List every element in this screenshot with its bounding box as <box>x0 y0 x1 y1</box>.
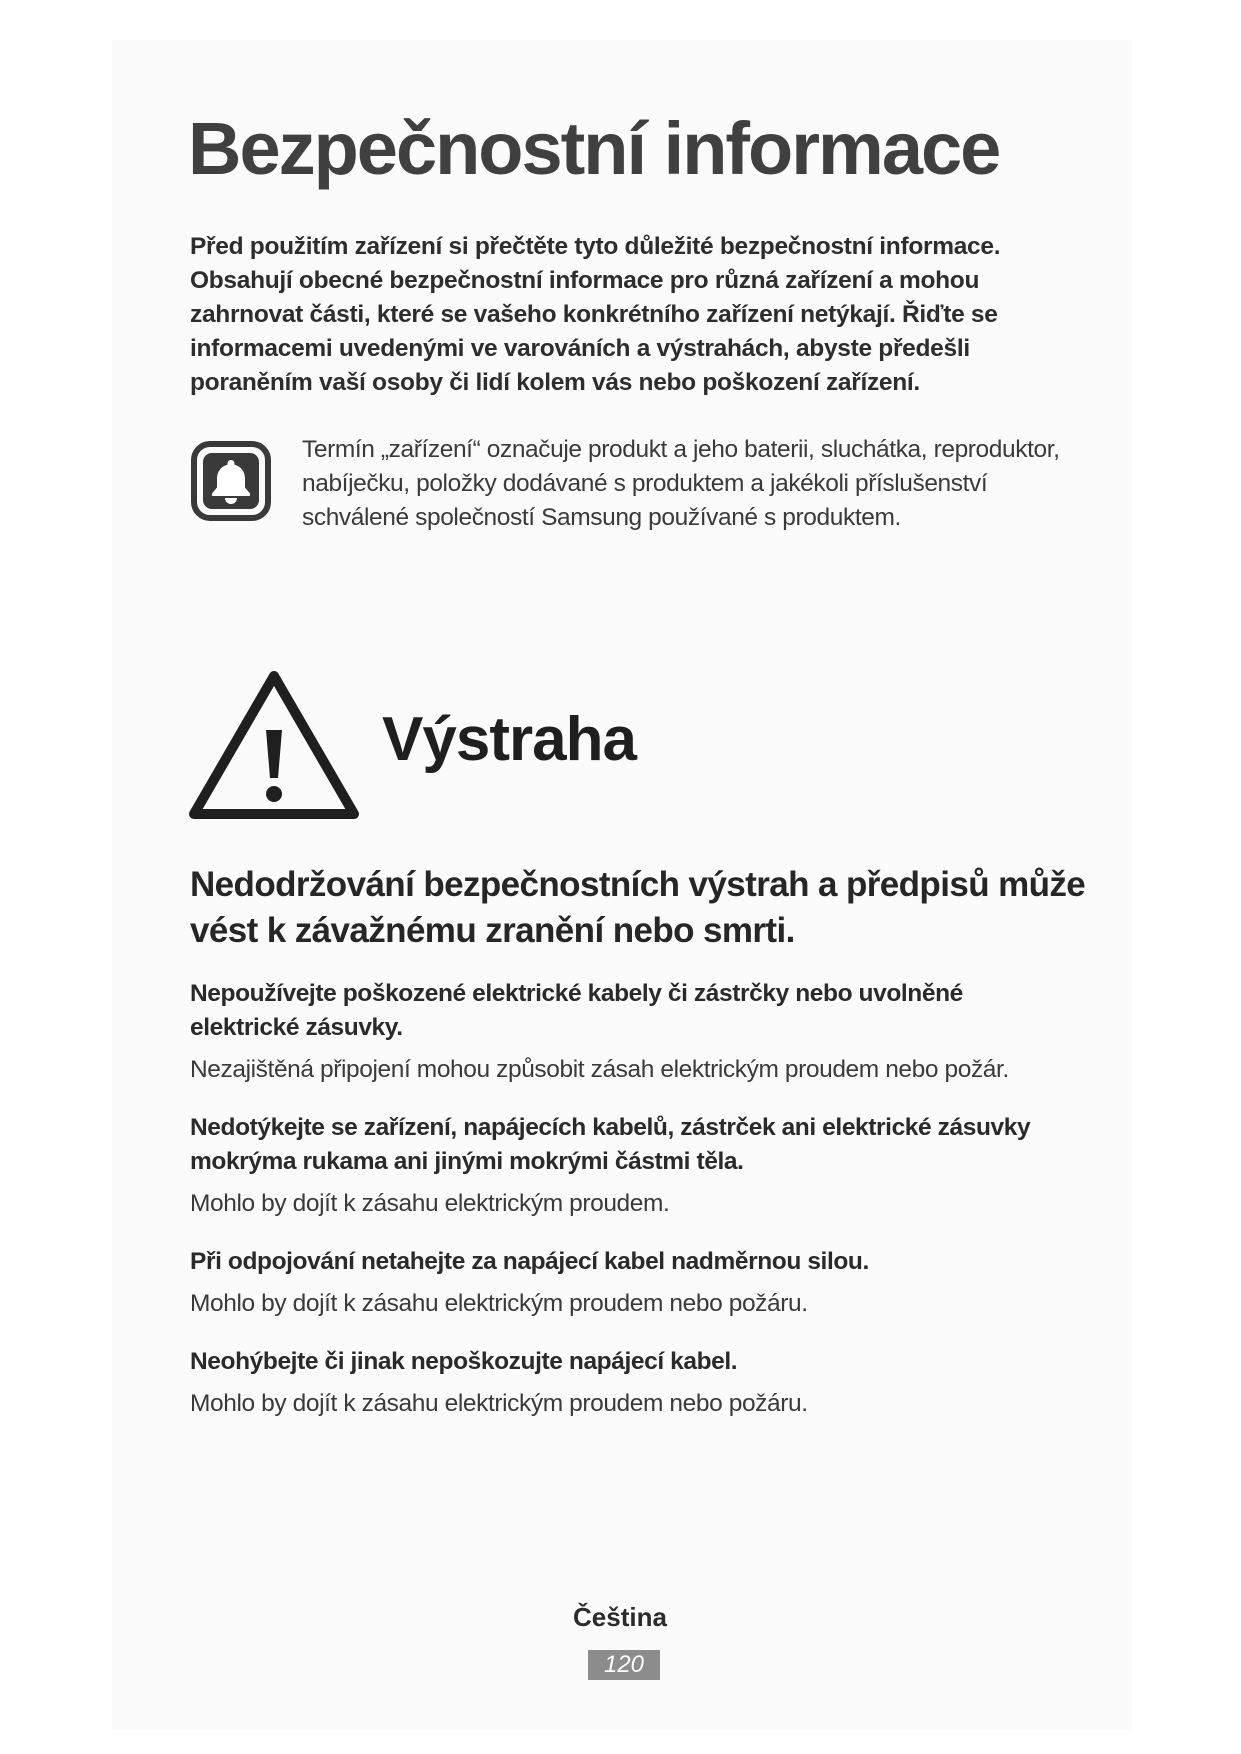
footer-language: Čeština <box>573 1602 667 1632</box>
rule-body: Mohlo by dojít k zásahu elektrickým proudem nebo požáru. <box>190 1290 808 1317</box>
notification-bell-icon <box>190 440 272 522</box>
warning-lead: Nedodržování bezpečnostních výstrah a předpisů může vést k závažnému zranění nebo smrti. <box>190 865 1086 950</box>
page-title: Bezpečnostní informace <box>188 107 1000 190</box>
rule-body: Nezajištěná připojení mohou způsobit zásah elektrickým proudem nebo požár. <box>190 1056 1009 1083</box>
rule-heading: Při odpojování netahejte za napájecí kabel nadměrnou silou. <box>190 1248 869 1275</box>
warning-rule <box>190 1111 1070 1221</box>
note-text: Termín „zařízení“ označuje produkt a jeho baterii, sluchátka, reproduktor, nabíječku, položky dodávané s produktem a jakékoli příslušenství schválené společností Samsung používané s produktem. <box>302 436 1060 531</box>
warning-rules <box>190 977 1070 1421</box>
rule-body: Mohlo by dojít k zásahu elektrickým proudem. <box>190 1190 670 1217</box>
rule-heading: Nedotýkejte se zařízení, napájecích kabelů, zástrček ani elektrické zásuvky mokrýma rukama ani jinými mokrými částmi těla. <box>190 1114 1031 1175</box>
rule-heading: Nepoužívejte poškozené elektrické kabely či zástrčky nebo uvolněné elektrické zásuvky. <box>190 980 963 1041</box>
warning-triangle-icon <box>188 668 360 820</box>
warning-title: Výstraha <box>382 705 636 774</box>
rule-body: Mohlo by dojít k zásahu elektrickým proudem nebo požáru. <box>190 1390 808 1417</box>
warning-rule <box>190 977 1070 1087</box>
rule-heading: Neohýbejte či jinak nepoškozujte napájecí kabel. <box>190 1348 738 1375</box>
intro-paragraph: Před použitím zařízení si přečtěte tyto důležité bezpečnostní informace. Obsahují obecné bezpečnostní informace pro různá zařízení a mohou zahrnovat části, které se vašeho konkrétního zařízení netýkají. Řiďte se informacemi uvedenými ve varováních a výstrahách, abyste předešli poraněním vaší osoby či lidí kolem vás nebo poškození zařízení. <box>190 233 1001 396</box>
warning-rule <box>190 1345 1070 1421</box>
page-number: 120 <box>588 1650 660 1680</box>
warning-rule <box>190 1245 1070 1321</box>
